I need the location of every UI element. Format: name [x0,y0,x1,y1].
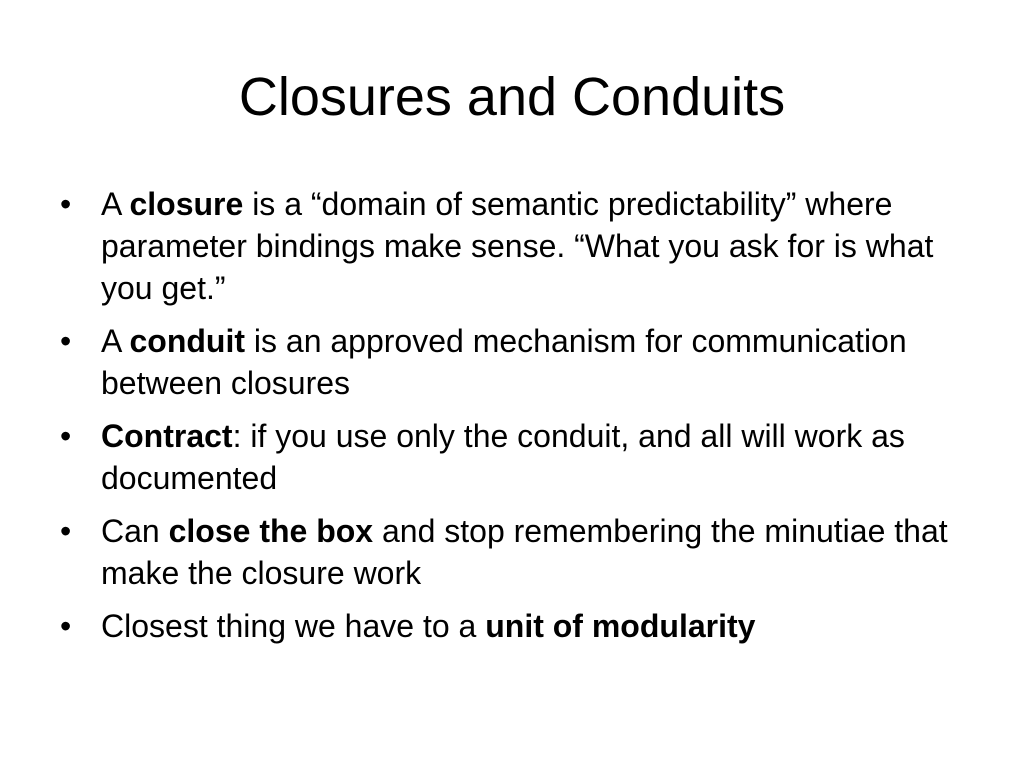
bullet-text-segment: : if you use only the conduit, and all will work as documented [101,418,905,496]
bullet-text-segment: Closest thing we have to a [101,608,486,644]
bullet-item-close-the-box [60,510,980,594]
bullet-term-conduit: conduit [129,323,245,359]
bullet-term-unit-of-modularity: unit of modularity [485,608,756,644]
bullet-item-closure [60,183,980,309]
bullet-item-conduit [60,320,980,404]
bullet-dot-icon: • [60,186,72,222]
bullet-term-closure: closure [129,186,244,222]
bullet-dot-icon: • [60,513,72,549]
bullet-term-close-the-box: close the box [168,513,374,549]
bullet-dot-icon: • [60,418,72,454]
bullet-text-segment: is an approved mechanism for communication between closures [101,323,907,401]
bullet-item-modularity [60,605,980,647]
bullet-text-segment: Can [101,513,169,549]
bullet-item-contract [60,415,980,499]
bullet-term-contract: Contract [101,418,233,454]
bullet-dot-icon: • [60,323,72,359]
bullet-list [60,183,980,658]
bullet-dot-icon: • [60,608,72,644]
bullet-text-segment: A [101,186,130,222]
bullet-text-segment: and stop remembering the minutiae that make the closure work [101,513,948,591]
bullet-text-segment: is a “domain of semantic predictability” where parameter bindings make sense. “What you ask for is what you get.” [101,186,934,306]
bullet-text-segment: A [101,323,130,359]
slide-title: Closures and Conduits [238,67,786,127]
